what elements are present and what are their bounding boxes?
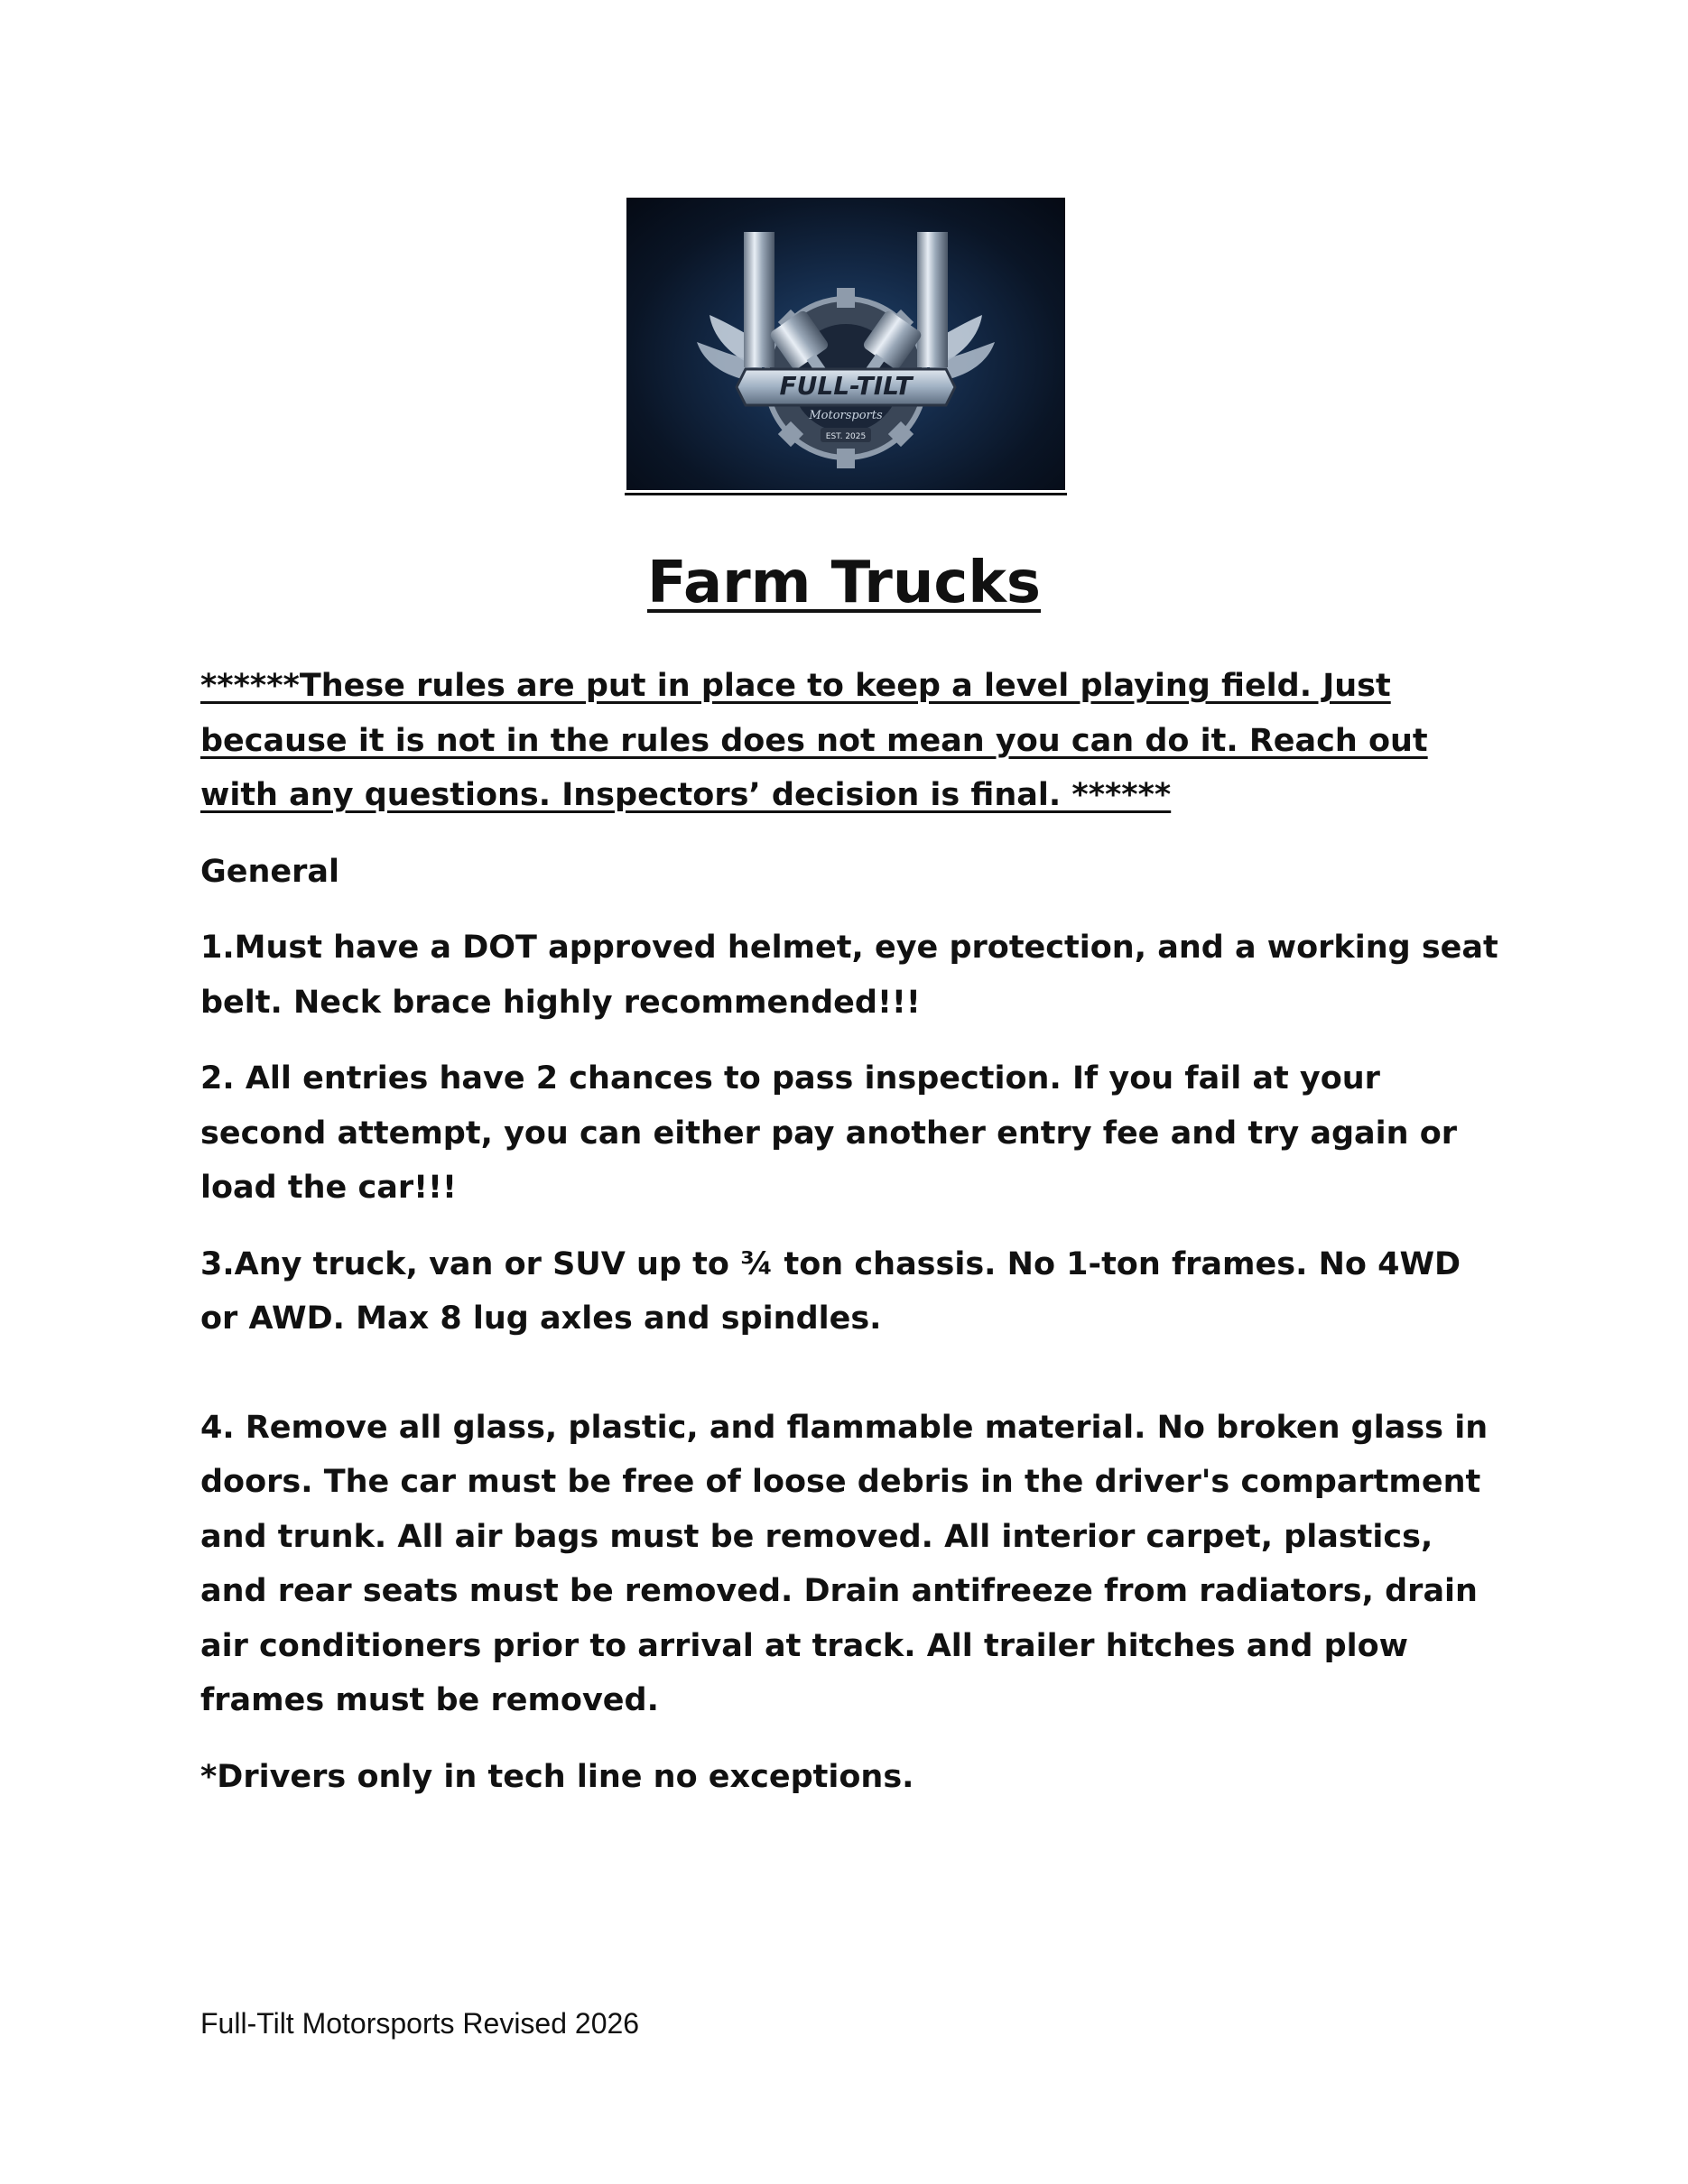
intro-notice: ******These rules are put in place to keep a level playing field. Just because it is not in the rules does not mean you can do it. Reach out with any questions. Inspectors’ decision is final. ****** bbox=[200, 668, 1428, 813]
logo-emblem-icon bbox=[626, 198, 1065, 490]
rule-item-2: 2. All entries have 2 chances to pass inspection. If you fail at your second attempt, you can either pay another entry fee and try again or load the car!!! bbox=[200, 1060, 1458, 1206]
drivers-note: *Drivers only in tech line no exceptions. bbox=[200, 1758, 914, 1795]
page-title: Farm Trucks bbox=[646, 550, 1042, 616]
logo-image bbox=[626, 198, 1065, 490]
footer-text: Full-Tilt Motorsports Revised 2026 bbox=[200, 2007, 640, 2040]
logo-underline bbox=[625, 493, 1067, 495]
logo-sub-text: Motorsports bbox=[809, 409, 883, 422]
rule-item-3: 3.Any truck, van or SUV up to ¾ ton chassis. No 1-ton frames. No 4WD or AWD. Max 8 lug axles and spindles. bbox=[200, 1245, 1461, 1337]
logo-brand-text: FULL-TILT bbox=[779, 371, 913, 401]
section-heading: General bbox=[200, 853, 339, 890]
rule-item-1: 1.Must have a DOT approved helmet, eye protection, and a working seat belt. Neck brace highly recommended!!! bbox=[200, 930, 1498, 1021]
logo bbox=[626, 198, 1065, 497]
rules-body bbox=[200, 659, 1500, 1826]
rule-item-4: 4. Remove all glass, plastic, and flammable material. No broken glass in doors. The car must be free of loose debris in the driver's compartment and trunk. All air bags must be removed. All interior carpet, plastics, and rear seats must be removed. Drain antifreeze from radiators, drain air conditioners prior to arrival at track. All trailer hitches and plow frames must be removed. bbox=[200, 1409, 1489, 1718]
logo-est-text: EST. 2025 bbox=[825, 432, 867, 441]
